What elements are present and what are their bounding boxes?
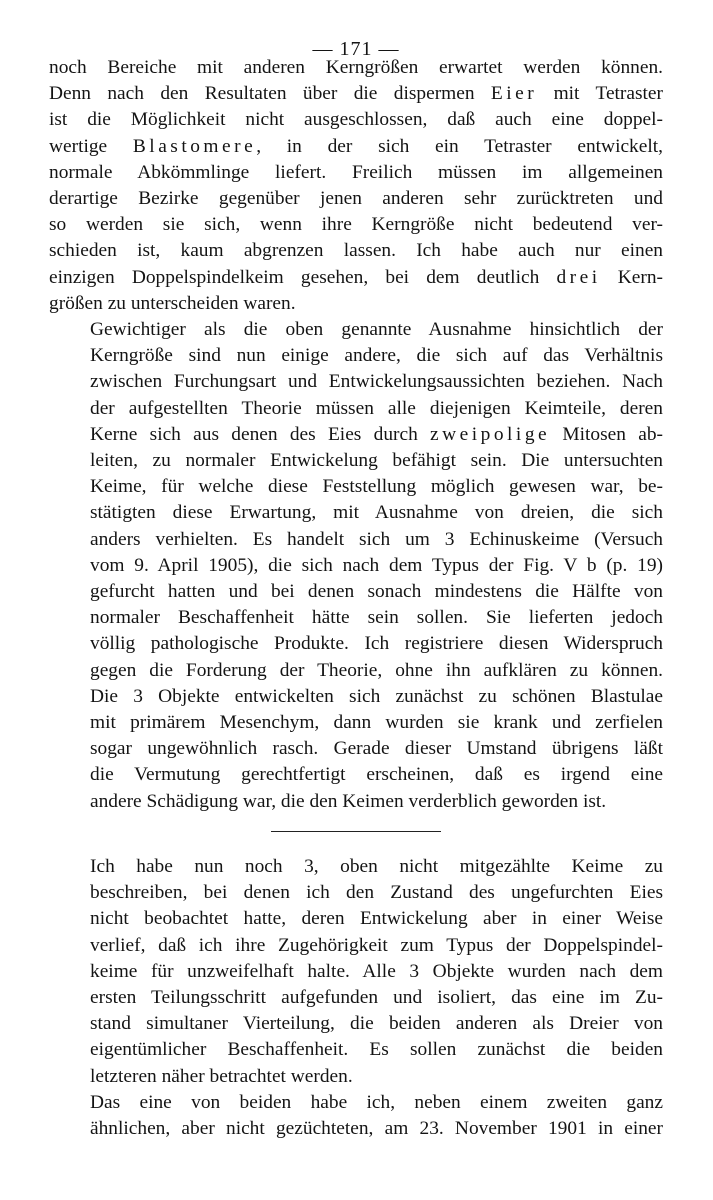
text-line: normale Abkömmlinge liefert. Freilich müssen im allgemeinen (49, 161, 663, 183)
spaced-emphasis: zweipolige (430, 423, 551, 445)
text-line: stätigten diese Erwartung, mit Ausnahme von dreien, die sich (90, 502, 663, 524)
text-line: Kerngröße sind nun einige andere, die sich auf das Verhältnis (90, 345, 663, 367)
text-line: Kerne sich aus denen des Eies durch zweipolige Mitosen ab- (90, 423, 663, 445)
text-line: anders verhielten. Es handelt sich um 3 Echinuskeime (Versuch (90, 528, 663, 550)
spaced-emphasis: drei (556, 266, 601, 288)
text-line: eigentümlicher Beschaffenheit. Es sollen zunächst die beiden (90, 1039, 663, 1061)
text-line: leiten, zu normaler Entwickelung befähigt sein. Die untersuchten (90, 450, 663, 472)
text-line: gefurcht hatten und bei denen sonach mindestens die Hälfte von (90, 581, 663, 603)
text-line: mit primärem Mesenchym, dann wurden sie krank und zerfielen (90, 712, 663, 734)
text-line: wertige Blastomere, in der sich ein Tetraster entwickelt, (49, 135, 663, 157)
text-line: Die 3 Objekte entwickelten sich zunächst zu schönen Blastulae (90, 685, 663, 707)
text-line: verlief, daß ich ihre Zugehörigkeit zum Typus der Doppelspindel- (90, 934, 663, 956)
text-line: Das eine von beiden habe ich, neben einem zweiten ganz (90, 1091, 663, 1113)
paragraph (49, 854, 663, 1090)
text-line: schieden ist, kaum abgrenzen lassen. Ich habe auch nur einen (49, 240, 663, 262)
paragraph (49, 317, 663, 815)
text-line: der aufgestellten Theorie müssen alle diejenigen Keimteile, deren (90, 397, 663, 419)
text-line: so werden sie sich, wenn ihre Kerngröße nicht bedeutend ver- (49, 214, 663, 236)
text-line: Gewichtiger als die oben genannte Ausnahme hinsichtlich der (90, 319, 663, 341)
text-line: größen zu unterscheiden waren. (49, 292, 296, 314)
text-line: stand simultaner Vierteilung, die beiden anderen als Dreier von (90, 1013, 663, 1035)
text-line: ähnlichen, aber nicht gezüchteten, am 23. November 1901 in einer (90, 1117, 663, 1139)
text-line: einzigen Doppelspindelkeim gesehen, bei dem deutlich drei Kern- (49, 266, 663, 288)
paragraph (49, 1090, 663, 1142)
spaced-emphasis: Eier (490, 83, 538, 105)
text-line: andere Schädigung war, die den Keimen verderblich geworden ist. (90, 790, 607, 812)
text-line: derartige Bezirke gegenüber jenen anderen sehr zurücktreten und (49, 188, 663, 210)
text-line: letzteren näher betrachtet werden. (90, 1065, 353, 1087)
text-line: gegen die Forderung der Theorie, ohne ihn aufklären zu können. (90, 659, 663, 681)
paragraph (49, 55, 663, 317)
spaced-emphasis: Blastomere (132, 135, 257, 157)
text-line: Ich habe nun noch 3, oben nicht mitgezählte Keime zu (90, 855, 663, 877)
text-line: Denn nach den Resultaten über die dispermen Eier mit Tetraster (49, 83, 663, 105)
text-line: vom 9. April 1905), die sich nach dem Typus der Fig. V b (p. 19) (90, 554, 663, 576)
text-line: völlig pathologische Produkte. Ich registriere diesen Widerspruch (90, 633, 663, 655)
text-line: zwischen Furchungsart und Entwickelungsaussichten beziehen. Nach (90, 371, 663, 393)
text-line: ist die Möglichkeit nicht ausgeschlossen, daß auch eine doppel- (49, 109, 663, 131)
text-line: keime für unzweifelhaft halte. Alle 3 Objekte wurden nach dem (90, 960, 663, 982)
page-body (49, 55, 663, 1142)
text-line: ersten Teilungsschritt aufgefunden und isoliert, das eine im Zu- (90, 986, 663, 1008)
text-line: Keime, für welche diese Feststellung möglich gewesen war, be- (90, 476, 663, 498)
text-line: normaler Beschaffenheit hätte sein sollen. Sie lieferten jedoch (90, 607, 663, 629)
text-line: noch Bereiche mit anderen Kerngrößen erwartet werden können. (49, 57, 663, 78)
text-line: beschreiben, bei denen ich den Zustand des ungefurchten Eies (90, 882, 663, 904)
section-divider (271, 831, 441, 832)
text-line: nicht beobachtet hatte, deren Entwickelung aber in einer Weise (90, 908, 663, 930)
text-line: sogar ungewöhnlich rasch. Gerade dieser Umstand übrigens läßt (90, 738, 663, 760)
text-line: die Vermutung gerechtfertigt erscheinen, daß es irgend eine (90, 764, 663, 786)
page-number: — 171 — (312, 38, 400, 60)
